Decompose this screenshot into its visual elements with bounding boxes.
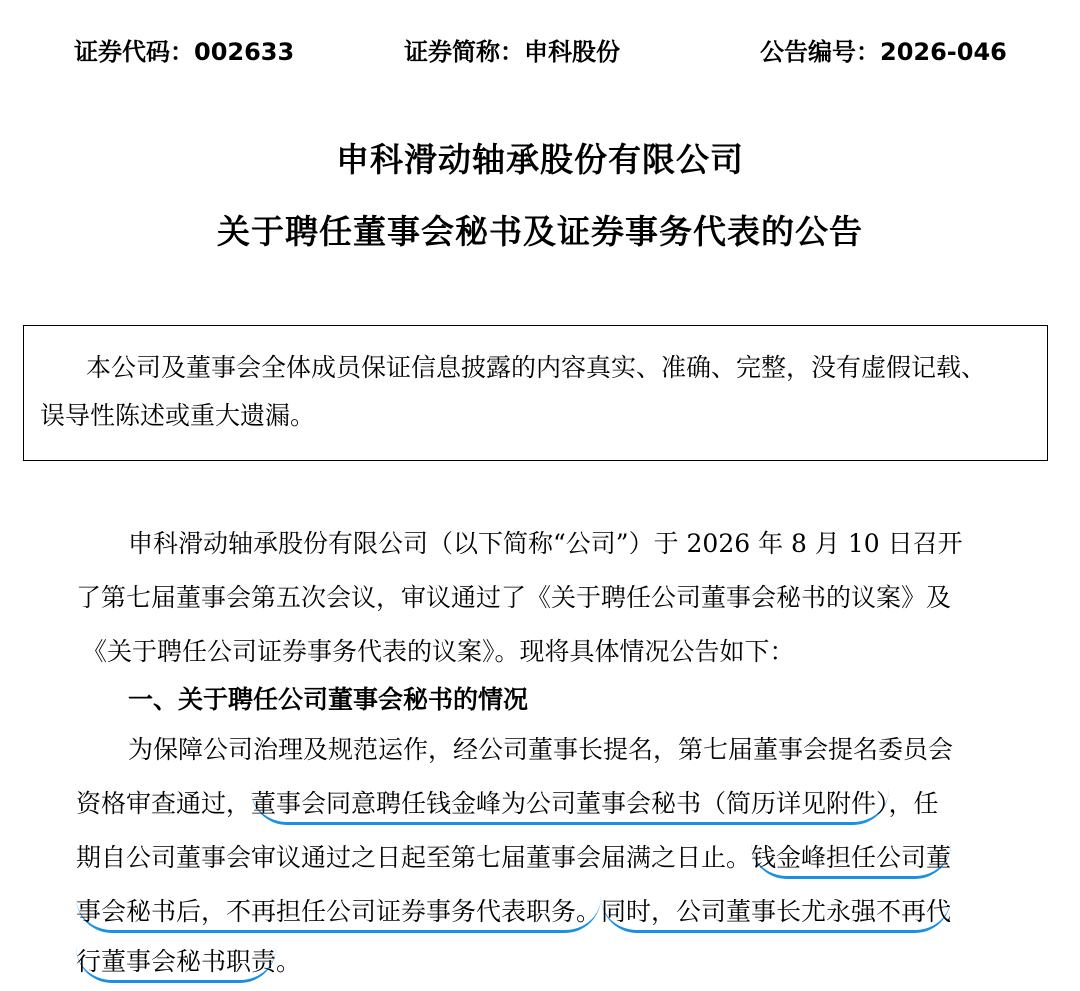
document-header	[0, 30, 1080, 74]
stock-name: 证券简称：申科股份	[404, 38, 620, 66]
paragraph-2-line-1: 为保障公司治理及规范运作，经公司董事长提名，第七届董事会提名委员会	[128, 735, 954, 764]
paragraph-1-line-2: 了第七届董事会第五次会议，审议通过了《关于聘任公司董事会秘书的议案》及	[76, 583, 952, 612]
paragraph-1-line-3: 《关于聘任公司证券事务代表的议案》。现将具体情况公告如下：	[82, 637, 795, 666]
disclaimer-box	[23, 325, 1048, 461]
highlighted-role-change: 钱金峰担任公司董	[751, 843, 951, 879]
section-1-heading: 一、关于聘任公司董事会秘书的情况	[128, 685, 529, 714]
text-segment: ，任	[888, 789, 939, 818]
paragraph-2-line-2	[76, 784, 939, 824]
disclaimer-line-2: 误导性陈述或重大遗漏。	[40, 401, 316, 430]
highlighted-chairman-change: 同时，公司董事长尤永强不再代	[601, 897, 951, 933]
text-segment: 资格审查通过，	[76, 789, 252, 818]
announcement-number: 公告编号：2026-046	[760, 38, 1007, 66]
disclaimer-line-1: 本公司及董事会全体成员保证信息披露的内容真实、准确、完整，没有虚假记载、	[86, 353, 987, 382]
text-segment: 期自公司董事会审议通过之日起至第七届董事会届满之日止。	[76, 843, 752, 872]
paragraph-2-line-3	[76, 838, 951, 878]
stock-code: 证券代码：002633	[74, 38, 295, 66]
highlighted-role-change: 事会秘书后，不再担任公司证券事务代表职务。	[76, 897, 601, 933]
paragraph-2-line-4	[76, 892, 951, 932]
highlighted-appointment: 董事会同意聘任钱金峰为公司董事会秘书（简历详见附件）	[251, 789, 889, 825]
company-title: 申科滑动轴承股份有限公司	[336, 140, 744, 179]
highlighted-chairman-change: 行董事会秘书职责	[76, 947, 276, 983]
announcement-title: 关于聘任董事会秘书及证券事务代表的公告	[217, 212, 863, 251]
paragraph-1-line-1: 申科滑动轴承股份有限公司（以下简称“公司”）于 2026 年 8 月 10 日召开	[128, 529, 963, 558]
paragraph-2-line-5	[76, 942, 301, 982]
text-segment: 。	[276, 947, 302, 976]
